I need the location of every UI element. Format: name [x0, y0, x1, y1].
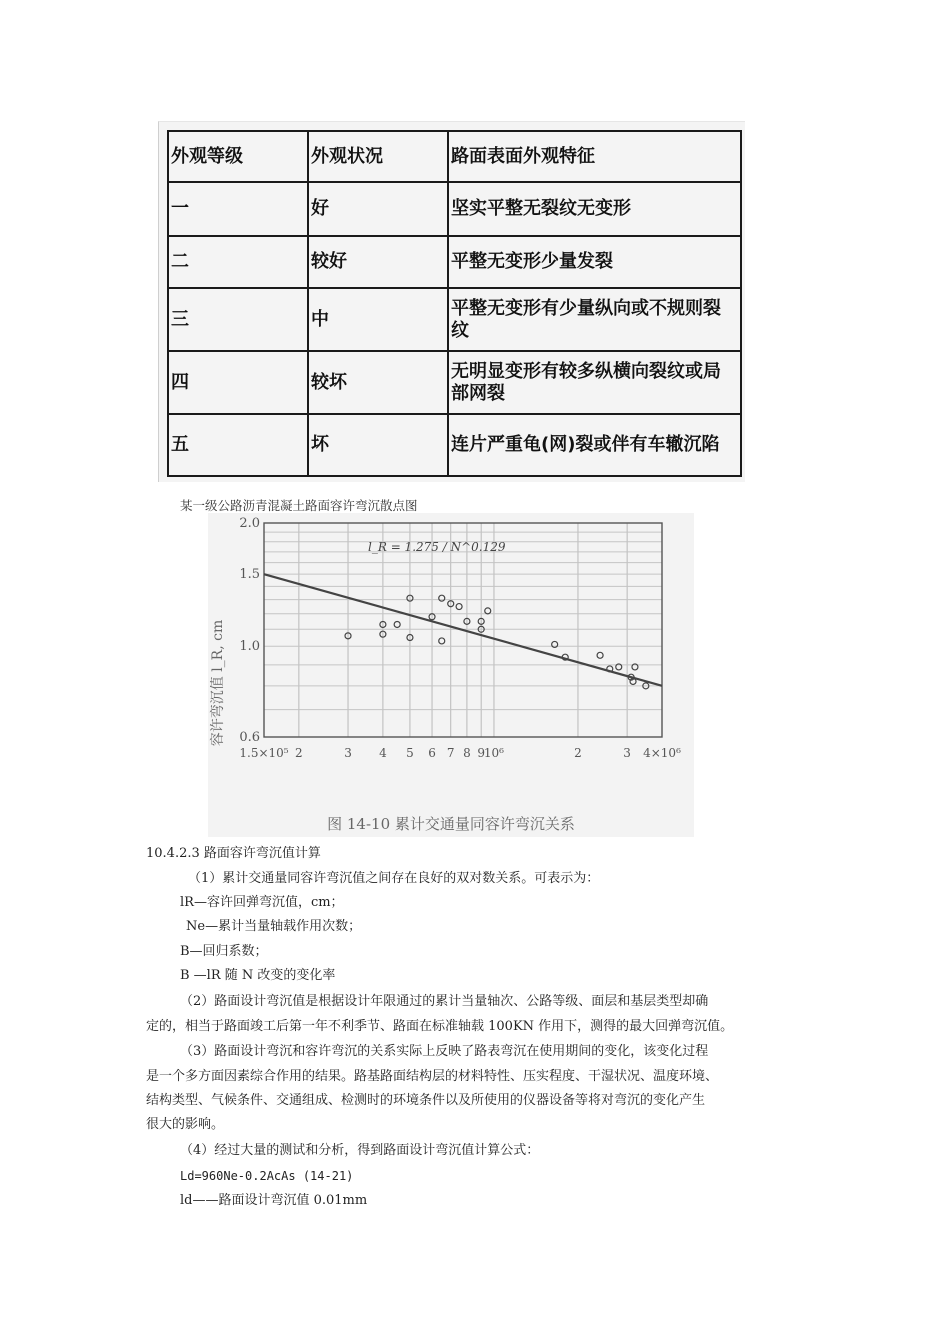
regression-fit-line — [264, 574, 662, 686]
definition-b: B—回归系数； — [180, 944, 268, 959]
table-cell: 坏 — [308, 414, 448, 476]
table-cell: 坚实平整无裂纹无变形 — [448, 182, 741, 236]
pavement-condition-table — [167, 130, 742, 477]
scatter-plot-caption: 某一级公路沥青混凝土路面容许弯沉散点图 — [180, 498, 418, 513]
table-row — [168, 182, 741, 236]
data-point — [394, 621, 400, 627]
definition-lr: lR—容许回弹弯沉值，cm； — [180, 895, 344, 910]
paragraph-2-line-1: （2）路面设计弯沉值是根据设计年限通过的累计当量轴次、公路等级、面层和基层类型却确 — [180, 994, 709, 1009]
table-header-row — [168, 131, 741, 182]
table-cell: 五 — [168, 414, 308, 476]
x-tick-label: 8 — [463, 746, 471, 760]
x-tick-label: 2 — [295, 746, 303, 760]
x-tick-labels — [239, 746, 681, 760]
formula-text: l_R = 1.275 / N^0.129 — [368, 540, 506, 554]
figure-caption: 图 14-10 累计交通量同容许弯沉关系 — [327, 815, 575, 833]
paragraph-2-line-2: 定的，相当于路面竣工后第一年不利季节、路面在标准轴载 100KN 作用下，测得的最大回弹弯沉值。 — [146, 1019, 734, 1034]
paragraph-3-line-3: 结构类型、气候条件、交通组成、检测时的环境条件以及所使用的仪器设备等将对弯沉的变化产生 — [146, 1093, 706, 1108]
x-tick-label: 7 — [446, 746, 455, 760]
data-point — [439, 595, 445, 601]
formula-annotation — [368, 540, 506, 554]
table-cell: 好 — [308, 182, 448, 236]
y-tick-label: 1.0 — [239, 639, 260, 655]
design-deflection-formula: Ld=960Ne-0.2AcAs (14-21) — [180, 1169, 354, 1183]
table-row — [168, 414, 741, 476]
y-tick-label: 1.5 — [239, 567, 260, 583]
section-heading: 10.4.2.3 路面容许弯沉值计算 — [146, 846, 321, 861]
table-cell: 一 — [168, 182, 308, 236]
deflection-scatter-chart — [208, 513, 694, 837]
table-row — [168, 288, 741, 351]
table-row — [168, 351, 741, 414]
data-point — [485, 608, 491, 614]
definition-b-rate: B —lR 随 N 改变的变化率 — [180, 968, 336, 983]
table-cell: 无明显变形有较多纵横向裂纹或局部网裂 — [448, 351, 741, 414]
table-header-cell: 外观状况 — [308, 131, 448, 182]
table-cell: 二 — [168, 236, 308, 288]
table-cell: 连片严重龟(网)裂或伴有车辙沉陷 — [448, 414, 741, 476]
x-tick-label: 10⁶ — [483, 746, 505, 760]
x-tick-label: 2 — [574, 746, 582, 760]
y-axis-label: 容许弯沉值 l_R, cm — [210, 619, 226, 747]
condition-table-image — [158, 121, 745, 482]
x-tick-label: 4 — [379, 746, 387, 760]
paragraph-1: （1）累计交通量同容许弯沉值之间存在良好的双对数关系。可表示为： — [188, 871, 600, 886]
x-tick-label: 1.5×10⁵ — [239, 746, 289, 760]
data-point — [456, 604, 462, 610]
x-tick-label: 9 — [477, 746, 486, 760]
table-row — [168, 236, 741, 288]
table-cell: 较坏 — [308, 351, 448, 414]
paragraph-3-line-1: （3）路面设计弯沉和容许弯沉的关系实际上反映了路表弯沉在使用期间的变化，该变化过程 — [180, 1044, 709, 1059]
table-cell: 较好 — [308, 236, 448, 288]
x-tick-label: 6 — [428, 746, 436, 760]
definition-ld: ld——路面设计弯沉值 0.01mm — [180, 1193, 368, 1208]
deflection-chart-image — [208, 513, 694, 837]
x-tick-label: 4×10⁶ — [643, 746, 681, 760]
paragraph-4: （4）经过大量的测试和分析，得到路面设计弯沉值计算公式： — [180, 1143, 540, 1158]
y-tick-label: 2.0 — [239, 516, 260, 531]
paragraph-3-line-4: 很大的影响。 — [146, 1117, 225, 1132]
data-point — [597, 652, 603, 658]
x-tick-label: 3 — [623, 746, 631, 760]
table-cell: 平整无变形有少量纵向或不规则裂纹 — [448, 288, 741, 351]
table-header-cell: 路面表面外观特征 — [448, 131, 741, 182]
y-tick-label: 0.6 — [239, 730, 260, 745]
x-tick-label: 5 — [406, 746, 414, 760]
table-header-cell: 外观等级 — [168, 131, 308, 182]
y-tick-labels — [239, 516, 260, 745]
definition-ne: Ne—累计当量轴载作用次数； — [186, 919, 362, 934]
data-point — [439, 638, 445, 644]
table-cell: 中 — [308, 288, 448, 351]
paragraph-3-line-2: 是一个多方面因素综合作用的结果。路基路面结构层的材料特性、压实程度、干湿状况、温度环境、 — [146, 1069, 719, 1084]
table-cell: 平整无变形少量发裂 — [448, 236, 741, 288]
x-tick-label: 3 — [344, 746, 352, 760]
table-cell: 四 — [168, 351, 308, 414]
table-cell: 三 — [168, 288, 308, 351]
